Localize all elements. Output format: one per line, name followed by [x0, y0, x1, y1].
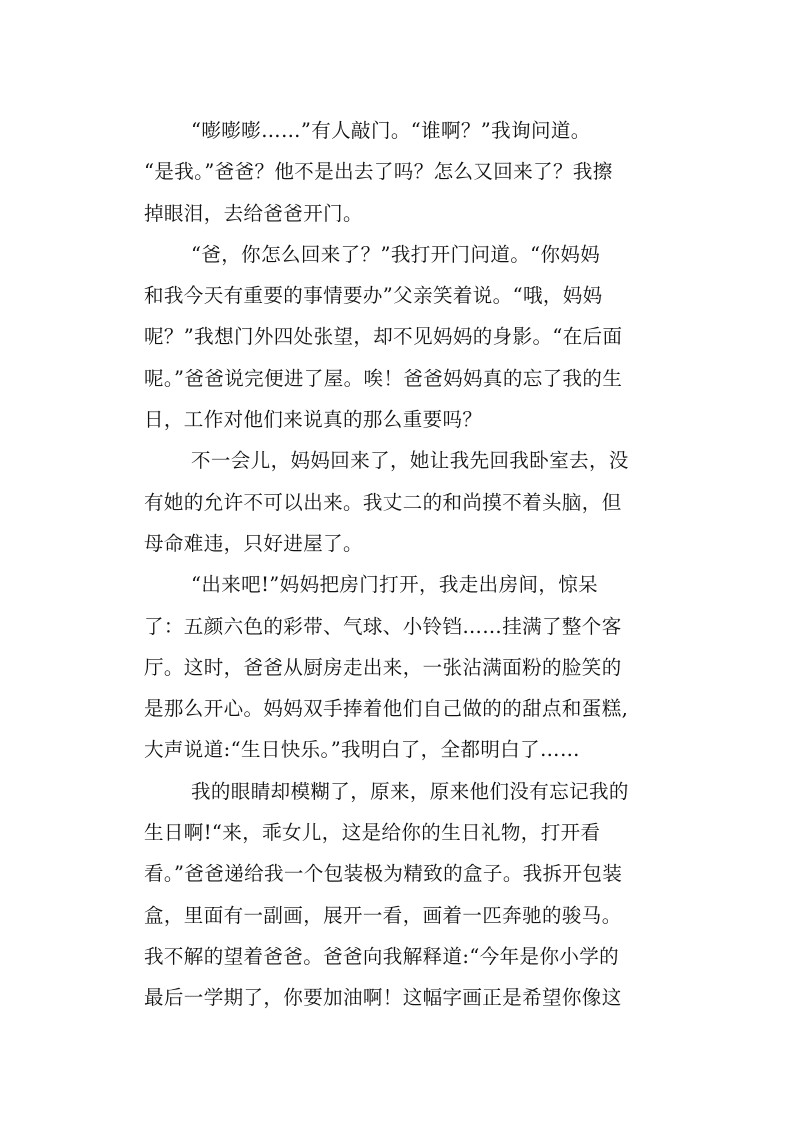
- text-line: 掉眼泪，去给爸爸开门。: [144, 201, 363, 225]
- text-line: 大声说道:“生日快乐。”我明白了，全都明白了……: [144, 738, 580, 762]
- paragraph-1: [144, 110, 664, 234]
- paragraph-5: [144, 771, 664, 1019]
- text-line: 厅。这时，爸爸从厨房走出来，一张沾满面粉的脸笑的: [144, 655, 622, 679]
- text-line: “是我。”爸爸？他不是出去了吗？怎么又回来了？我擦: [144, 160, 613, 184]
- paragraph-3: [144, 440, 664, 564]
- text-line: “出来吧!”妈妈把房门打开，我走出房间，惊呆: [191, 573, 599, 597]
- text-line: 不一会儿，妈妈回来了，她让我先回我卧室去，没: [191, 449, 629, 473]
- text-line: 是那么开心。妈妈双手捧着他们自己做的的甜点和蛋糕,: [144, 697, 629, 721]
- text-line: “嘭嘭嘭……”有人敲门。“谁啊？”我询问道。: [191, 119, 591, 142]
- story-text: [144, 110, 664, 1019]
- text-line: “爸，你怎么回来了？”我打开门问道。“你妈妈: [191, 242, 601, 266]
- paragraph-4: [144, 564, 664, 770]
- text-line: 我不解的望着爸爸。爸爸向我解释道:“今年是你小学的: [144, 944, 620, 968]
- text-line: 生日啊!“来，乖女儿，这是给你的生日礼物，打开看: [144, 821, 601, 845]
- text-line: 看。”爸爸递给我一个包装极为精致的盒子。我拆开包装: [144, 862, 623, 886]
- text-line: 呢。”爸爸说完便进了屋。唉！爸爸妈妈真的忘了我的生: [144, 366, 623, 390]
- text-line: 最后一学期了，你要加油啊！这幅字画正是希望你像这: [144, 986, 622, 1010]
- paragraph-2: [144, 234, 664, 440]
- text-line: 日，工作对他们来说真的那么重要吗？: [144, 408, 483, 432]
- text-line: 有她的允许不可以出来。我丈二的和尚摸不着头脑，但: [144, 490, 622, 514]
- text-line: 了：五颜六色的彩带、气球、小铃铛……挂满了整个客: [144, 614, 622, 638]
- text-line: 盒，里面有一副画，展开一看，画着一匹奔驰的骏马。: [144, 903, 622, 927]
- text-line: 母命难违，只好进屋了。: [144, 531, 363, 555]
- text-line: 呢？”我想门外四处张望，却不见妈妈的身影。“在后面: [144, 325, 623, 349]
- text-line: 和我今天有重要的事情要办”父亲笑着说。“哦，妈妈: [144, 284, 603, 308]
- text-line: 我的眼睛却模糊了，原来，原来他们没有忘记我的: [191, 779, 629, 803]
